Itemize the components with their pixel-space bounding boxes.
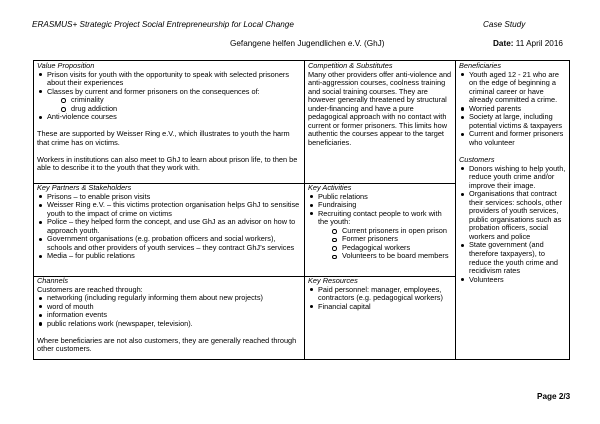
- list-item: Public relations: [308, 193, 452, 202]
- document-header-title: ERASMUS+ Strategic Project Social Entrepreneurship for Local Change: [32, 20, 294, 29]
- list-item: Youth aged 12 - 21 who are on the edge of beginning a criminal career or have already committed a crime.: [459, 71, 567, 105]
- competition-cell: [305, 62, 455, 183]
- list-item: Paid personnel: manager, employees, contractors (e.g. pedagogical workers): [308, 286, 452, 303]
- key-partners-title: Key Partners & Stakeholders: [37, 184, 132, 192]
- list-item: Organisations that contract their services: schools, other providers of youth services, public organisations such as probation officers, social workers and police: [459, 190, 567, 241]
- channels-title: Channels: [37, 277, 69, 285]
- list-item: Police – they helped form the concept, and use GhJ as an advisor on how to approach youth.: [37, 218, 301, 235]
- paragraph: Many other providers offer anti-violence and anti-aggression courses, coolness training and social training courses. They are however generally threatened by structural under-financing and have a pure pedagogical approach with no contact with current or former prisoners. This limits how authentic the courses appear to the target beneficiaries.: [308, 69, 452, 147]
- list-item: Classes by current and former prisoners on the consequences of: criminality drug addiction: [37, 88, 301, 114]
- list-item: Worried parents: [459, 105, 567, 114]
- list-item: Recruiting contact people to work with the youth: Current prisoners in open prison Former prisoners Pedagogical workers Volunteers to be board members: [308, 210, 452, 261]
- competition-title: Competition & Substitutes: [308, 62, 393, 70]
- beneficiaries-customers-cell: [456, 62, 570, 358]
- list-item: Current and former prisoners who volunteer: [459, 130, 567, 147]
- sub-list-item: Pedagogical workers: [318, 244, 452, 253]
- sub-list-item: Current prisoners in open prison: [318, 227, 452, 236]
- key-partners-cell: [34, 184, 304, 276]
- list-item: word of mouth: [37, 303, 301, 312]
- list-item: Prisons – to enable prison visits: [37, 193, 301, 202]
- sub-list-item: criminality: [47, 96, 301, 105]
- channels-cell: [34, 277, 304, 359]
- list-item: Prison visits for youth with the opportunity to speak with selected prisoners about their experiences: [37, 71, 301, 88]
- key-resources-title: Key Resources: [308, 277, 358, 285]
- sub-list-item: Volunteers to be board members: [318, 252, 452, 261]
- paragraph: Workers in institutions can also meet to GhJ to learn about prison life, to then be able to describe it to the youth that they work with.: [37, 154, 298, 173]
- paragraph: These are supported by Weisser Ring e.V., which illustrates to youth the harm that crime has on victims.: [37, 129, 290, 147]
- list-item: Volunteers: [459, 276, 567, 285]
- list-item: networking (including regularly informing them about new projects): [37, 294, 301, 303]
- value-proposition-title: Value Proposition: [37, 62, 95, 70]
- page-number: Page 2/3: [537, 392, 571, 401]
- key-activities-cell: [305, 184, 455, 276]
- list-item: Fundraising: [308, 201, 452, 210]
- list-item: Financial capital: [308, 303, 452, 312]
- list-item: Government organisations (e.g. probation officers and social workers), schools and other providers of youth services – they contract GhJ’s services: [37, 235, 301, 252]
- document-date: [493, 39, 563, 48]
- date-label: Date:: [493, 39, 514, 48]
- list-item: Society at large, including potential victims & taxpayers: [459, 113, 567, 130]
- list-item: Media – for public relations: [37, 252, 301, 261]
- list-item: Donors wishing to help youth, reduce youth crime and/or improve their image.: [459, 165, 567, 191]
- paragraph: Customers are reached through:: [37, 284, 143, 294]
- key-resources-cell: [305, 277, 455, 359]
- list-item: State government (and therefore taxpayers), to reduce the youth crime and recidivism rates: [459, 241, 567, 275]
- organisation-name: Gefangene helfen Jugendlichen e.V. (GhJ): [230, 39, 385, 48]
- value-proposition-cell: [34, 62, 304, 183]
- list-item: information events: [37, 311, 301, 320]
- sub-list-item: Former prisoners: [318, 235, 452, 244]
- customers-title: Customers: [459, 154, 495, 164]
- key-activities-title: Key Activities: [308, 184, 352, 192]
- document-type-label: Case Study: [483, 20, 526, 29]
- sub-list-item: drug addiction: [47, 105, 301, 114]
- beneficiaries-title: Beneficiaries: [459, 62, 502, 70]
- list-item: Weisser Ring e.V. – this victims protection organisation helps GhJ to sensitise youth to the impact of crime on victims: [37, 201, 301, 218]
- list-item: public relations work (newspaper, television).: [37, 320, 301, 329]
- business-model-canvas: [33, 60, 570, 360]
- paragraph: Where beneficiaries are not also customers, they are generally reached through other customers.: [37, 335, 297, 354]
- date-value: 11 April 2016: [515, 39, 563, 48]
- list-item: Anti-violence courses: [37, 113, 301, 122]
